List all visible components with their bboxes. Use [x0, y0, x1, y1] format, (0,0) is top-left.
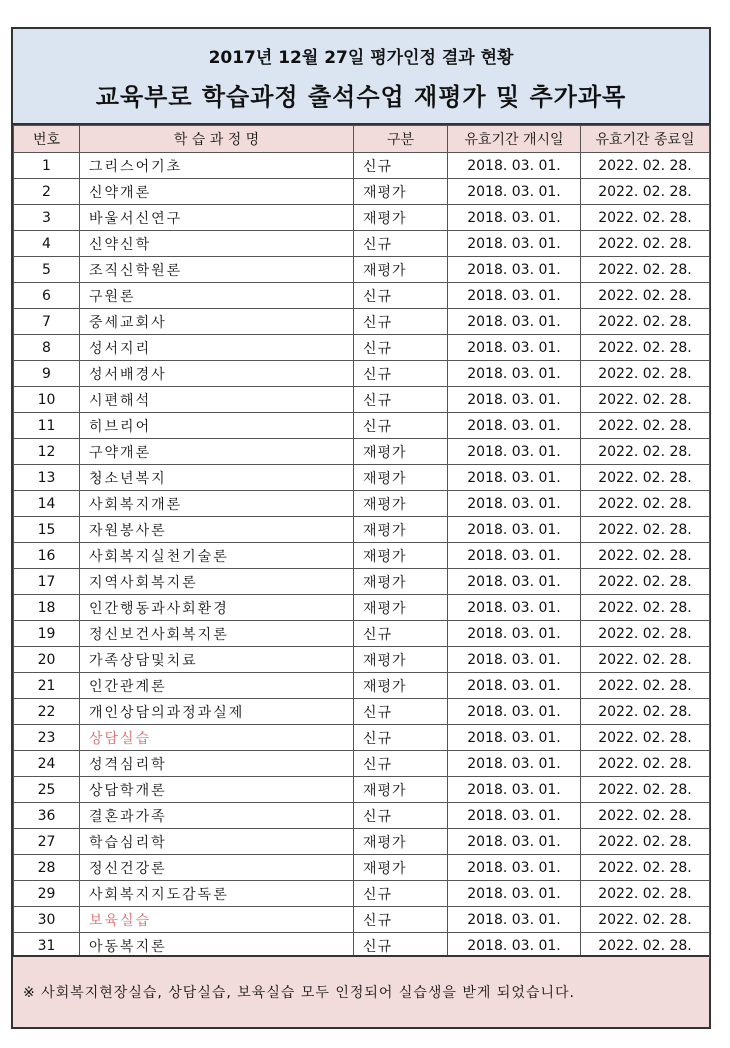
start-date: 2018. 03. 01.: [448, 595, 581, 621]
table-row: [14, 309, 710, 335]
course-name: 성격심리학: [80, 751, 354, 777]
row-number: 27: [14, 829, 80, 855]
start-date: 2018. 03. 01.: [448, 803, 581, 829]
course-type: 재평가: [354, 829, 448, 855]
course-type: 재평가: [354, 491, 448, 517]
end-date: 2022. 02. 28.: [581, 231, 710, 257]
header-start-date: 유효기간 개시일: [448, 126, 581, 153]
document-frame: [11, 27, 711, 1029]
table-row: [14, 725, 710, 751]
course-name: 상담학개론: [80, 777, 354, 803]
row-number: 14: [14, 491, 80, 517]
row-number: 22: [14, 699, 80, 725]
course-name: 정신보건사회복지론: [80, 621, 354, 647]
start-date: 2018. 03. 01.: [448, 361, 581, 387]
start-date: 2018. 03. 01.: [448, 231, 581, 257]
end-date: 2022. 02. 28.: [581, 543, 710, 569]
course-name: 상담실습: [80, 725, 354, 751]
row-number: 17: [14, 569, 80, 595]
course-type: 재평가: [354, 647, 448, 673]
table-row: [14, 829, 710, 855]
row-number: 9: [14, 361, 80, 387]
course-name: 청소년복지: [80, 465, 354, 491]
row-number: 30: [14, 907, 80, 933]
course-type: 신규: [354, 335, 448, 361]
course-type: 재평가: [354, 777, 448, 803]
course-type: 재평가: [354, 543, 448, 569]
course-name: 그리스어기초: [80, 153, 354, 179]
end-date: 2022. 02. 28.: [581, 777, 710, 803]
table-row: [14, 881, 710, 907]
end-date: 2022. 02. 28.: [581, 465, 710, 491]
row-number: 21: [14, 673, 80, 699]
table-row: [14, 413, 710, 439]
course-name: 구약개론: [80, 439, 354, 465]
end-date: 2022. 02. 28.: [581, 621, 710, 647]
table-row: [14, 647, 710, 673]
table-row: [14, 621, 710, 647]
end-date: 2022. 02. 28.: [581, 491, 710, 517]
course-name: 아동복지론: [80, 933, 354, 959]
table-row: [14, 491, 710, 517]
course-name: 자원봉사론: [80, 517, 354, 543]
course-type: 신규: [354, 231, 448, 257]
course-type: 신규: [354, 153, 448, 179]
start-date: 2018. 03. 01.: [448, 205, 581, 231]
start-date: 2018. 03. 01.: [448, 751, 581, 777]
end-date: 2022. 02. 28.: [581, 933, 710, 959]
table-row: [14, 777, 710, 803]
course-type: 신규: [354, 699, 448, 725]
course-type: 재평가: [354, 439, 448, 465]
table-row: [14, 387, 710, 413]
table-row: [14, 699, 710, 725]
start-date: 2018. 03. 01.: [448, 257, 581, 283]
end-date: 2022. 02. 28.: [581, 335, 710, 361]
course-name: 학습심리학: [80, 829, 354, 855]
table-row: [14, 907, 710, 933]
row-number: 28: [14, 855, 80, 881]
end-date: 2022. 02. 28.: [581, 751, 710, 777]
course-type: 재평가: [354, 465, 448, 491]
start-date: 2018. 03. 01.: [448, 491, 581, 517]
title-line-1: 2017년 12월 27일 평가인정 결과 현황: [208, 48, 514, 68]
row-number: 24: [14, 751, 80, 777]
table-row: [14, 361, 710, 387]
course-type: 신규: [354, 751, 448, 777]
row-number: 25: [14, 777, 80, 803]
end-date: 2022. 02. 28.: [581, 309, 710, 335]
course-name: 성서지리: [80, 335, 354, 361]
start-date: 2018. 03. 01.: [448, 725, 581, 751]
end-date: 2022. 02. 28.: [581, 517, 710, 543]
row-number: 29: [14, 881, 80, 907]
footnote-text: ※ 사회복지현장실습, 상담실습, 보육실습 모두 인정되어 실습생을 받게 되었습니다.: [23, 985, 575, 1001]
end-date: 2022. 02. 28.: [581, 699, 710, 725]
end-date: 2022. 02. 28.: [581, 413, 710, 439]
header-course-name: 학 습 과 정 명: [80, 126, 354, 153]
header-end-date: 유효기간 종료일: [581, 126, 710, 153]
table-row: [14, 595, 710, 621]
course-type: 신규: [354, 621, 448, 647]
end-date: 2022. 02. 28.: [581, 153, 710, 179]
start-date: 2018. 03. 01.: [448, 413, 581, 439]
row-number: 18: [14, 595, 80, 621]
row-number: 2: [14, 179, 80, 205]
start-date: 2018. 03. 01.: [448, 153, 581, 179]
table-row: [14, 257, 710, 283]
start-date: 2018. 03. 01.: [448, 829, 581, 855]
header-type: 구분: [354, 126, 448, 153]
start-date: 2018. 03. 01.: [448, 569, 581, 595]
end-date: 2022. 02. 28.: [581, 673, 710, 699]
row-number: 15: [14, 517, 80, 543]
start-date: 2018. 03. 01.: [448, 309, 581, 335]
table-row: [14, 517, 710, 543]
start-date: 2018. 03. 01.: [448, 465, 581, 491]
course-name: 시편해석: [80, 387, 354, 413]
course-type: 신규: [354, 413, 448, 439]
end-date: 2022. 02. 28.: [581, 829, 710, 855]
start-date: 2018. 03. 01.: [448, 543, 581, 569]
row-number: 8: [14, 335, 80, 361]
row-number: 1: [14, 153, 80, 179]
start-date: 2018. 03. 01.: [448, 855, 581, 881]
course-type: 재평가: [354, 179, 448, 205]
course-type: 재평가: [354, 257, 448, 283]
course-type: 신규: [354, 387, 448, 413]
title-line-2: 교육부로 학습과정 출석수업 재평가 및 추가과목: [95, 83, 627, 111]
course-name: 사회복지실천기술론: [80, 543, 354, 569]
start-date: 2018. 03. 01.: [448, 699, 581, 725]
table-row: [14, 569, 710, 595]
course-type: 재평가: [354, 205, 448, 231]
table-row: [14, 153, 710, 179]
course-name: 구원론: [80, 283, 354, 309]
course-name: 바울서신연구: [80, 205, 354, 231]
course-name: 결혼과가족: [80, 803, 354, 829]
course-name: 사회복지개론: [80, 491, 354, 517]
row-number: 11: [14, 413, 80, 439]
row-number: 5: [14, 257, 80, 283]
document-header: [13, 29, 709, 125]
row-number: 13: [14, 465, 80, 491]
row-number: 36: [14, 803, 80, 829]
row-number: 31: [14, 933, 80, 959]
row-number: 16: [14, 543, 80, 569]
end-date: 2022. 02. 28.: [581, 855, 710, 881]
course-name: 성서배경사: [80, 361, 354, 387]
course-type: 신규: [354, 907, 448, 933]
table-row: [14, 803, 710, 829]
course-type: 신규: [354, 881, 448, 907]
table-row: [14, 283, 710, 309]
table-row: [14, 231, 710, 257]
start-date: 2018. 03. 01.: [448, 283, 581, 309]
course-type: 재평가: [354, 673, 448, 699]
course-name: 지역사회복지론: [80, 569, 354, 595]
table-row: [14, 179, 710, 205]
start-date: 2018. 03. 01.: [448, 517, 581, 543]
start-date: 2018. 03. 01.: [448, 387, 581, 413]
start-date: 2018. 03. 01.: [448, 933, 581, 959]
row-number: 12: [14, 439, 80, 465]
end-date: 2022. 02. 28.: [581, 257, 710, 283]
start-date: 2018. 03. 01.: [448, 673, 581, 699]
start-date: 2018. 03. 01.: [448, 439, 581, 465]
course-name: 신약신학: [80, 231, 354, 257]
start-date: 2018. 03. 01.: [448, 907, 581, 933]
end-date: 2022. 02. 28.: [581, 881, 710, 907]
start-date: 2018. 03. 01.: [448, 335, 581, 361]
course-name: 정신건강론: [80, 855, 354, 881]
course-type: 신규: [354, 361, 448, 387]
row-number: 3: [14, 205, 80, 231]
table-header-row: [14, 126, 710, 153]
course-type: 재평가: [354, 517, 448, 543]
table-row: [14, 855, 710, 881]
row-number: 7: [14, 309, 80, 335]
table-row: [14, 335, 710, 361]
start-date: 2018. 03. 01.: [448, 179, 581, 205]
row-number: 19: [14, 621, 80, 647]
end-date: 2022. 02. 28.: [581, 179, 710, 205]
end-date: 2022. 02. 28.: [581, 361, 710, 387]
course-name: 보육실습: [80, 907, 354, 933]
table-row: [14, 465, 710, 491]
course-type: 신규: [354, 725, 448, 751]
start-date: 2018. 03. 01.: [448, 777, 581, 803]
row-number: 23: [14, 725, 80, 751]
end-date: 2022. 02. 28.: [581, 283, 710, 309]
end-date: 2022. 02. 28.: [581, 725, 710, 751]
footnote-box: [13, 955, 709, 1027]
course-name: 중세교회사: [80, 309, 354, 335]
end-date: 2022. 02. 28.: [581, 595, 710, 621]
end-date: 2022. 02. 28.: [581, 907, 710, 933]
course-type: 신규: [354, 283, 448, 309]
course-name: 사회복지지도감독론: [80, 881, 354, 907]
course-name: 가족상담및치료: [80, 647, 354, 673]
end-date: 2022. 02. 28.: [581, 803, 710, 829]
row-number: 20: [14, 647, 80, 673]
course-name: 조직신학원론: [80, 257, 354, 283]
end-date: 2022. 02. 28.: [581, 387, 710, 413]
course-name: 인간관계론: [80, 673, 354, 699]
course-name: 인간행동과사회환경: [80, 595, 354, 621]
course-table: [13, 125, 710, 959]
course-type: 신규: [354, 309, 448, 335]
start-date: 2018. 03. 01.: [448, 647, 581, 673]
course-type: 신규: [354, 803, 448, 829]
table-row: [14, 751, 710, 777]
course-type: 재평가: [354, 595, 448, 621]
start-date: 2018. 03. 01.: [448, 881, 581, 907]
header-number: 번호: [14, 126, 80, 153]
course-type: 신규: [354, 933, 448, 959]
end-date: 2022. 02. 28.: [581, 569, 710, 595]
table-row: [14, 439, 710, 465]
course-type: 재평가: [354, 855, 448, 881]
course-type: 재평가: [354, 569, 448, 595]
end-date: 2022. 02. 28.: [581, 647, 710, 673]
course-name: 개인상담의과정과실제: [80, 699, 354, 725]
end-date: 2022. 02. 28.: [581, 205, 710, 231]
start-date: 2018. 03. 01.: [448, 621, 581, 647]
end-date: 2022. 02. 28.: [581, 439, 710, 465]
course-name: 히브리어: [80, 413, 354, 439]
table-body: [14, 153, 710, 959]
table-row: [14, 205, 710, 231]
table-row: [14, 673, 710, 699]
course-name: 신약개론: [80, 179, 354, 205]
row-number: 4: [14, 231, 80, 257]
row-number: 10: [14, 387, 80, 413]
row-number: 6: [14, 283, 80, 309]
table-row: [14, 543, 710, 569]
